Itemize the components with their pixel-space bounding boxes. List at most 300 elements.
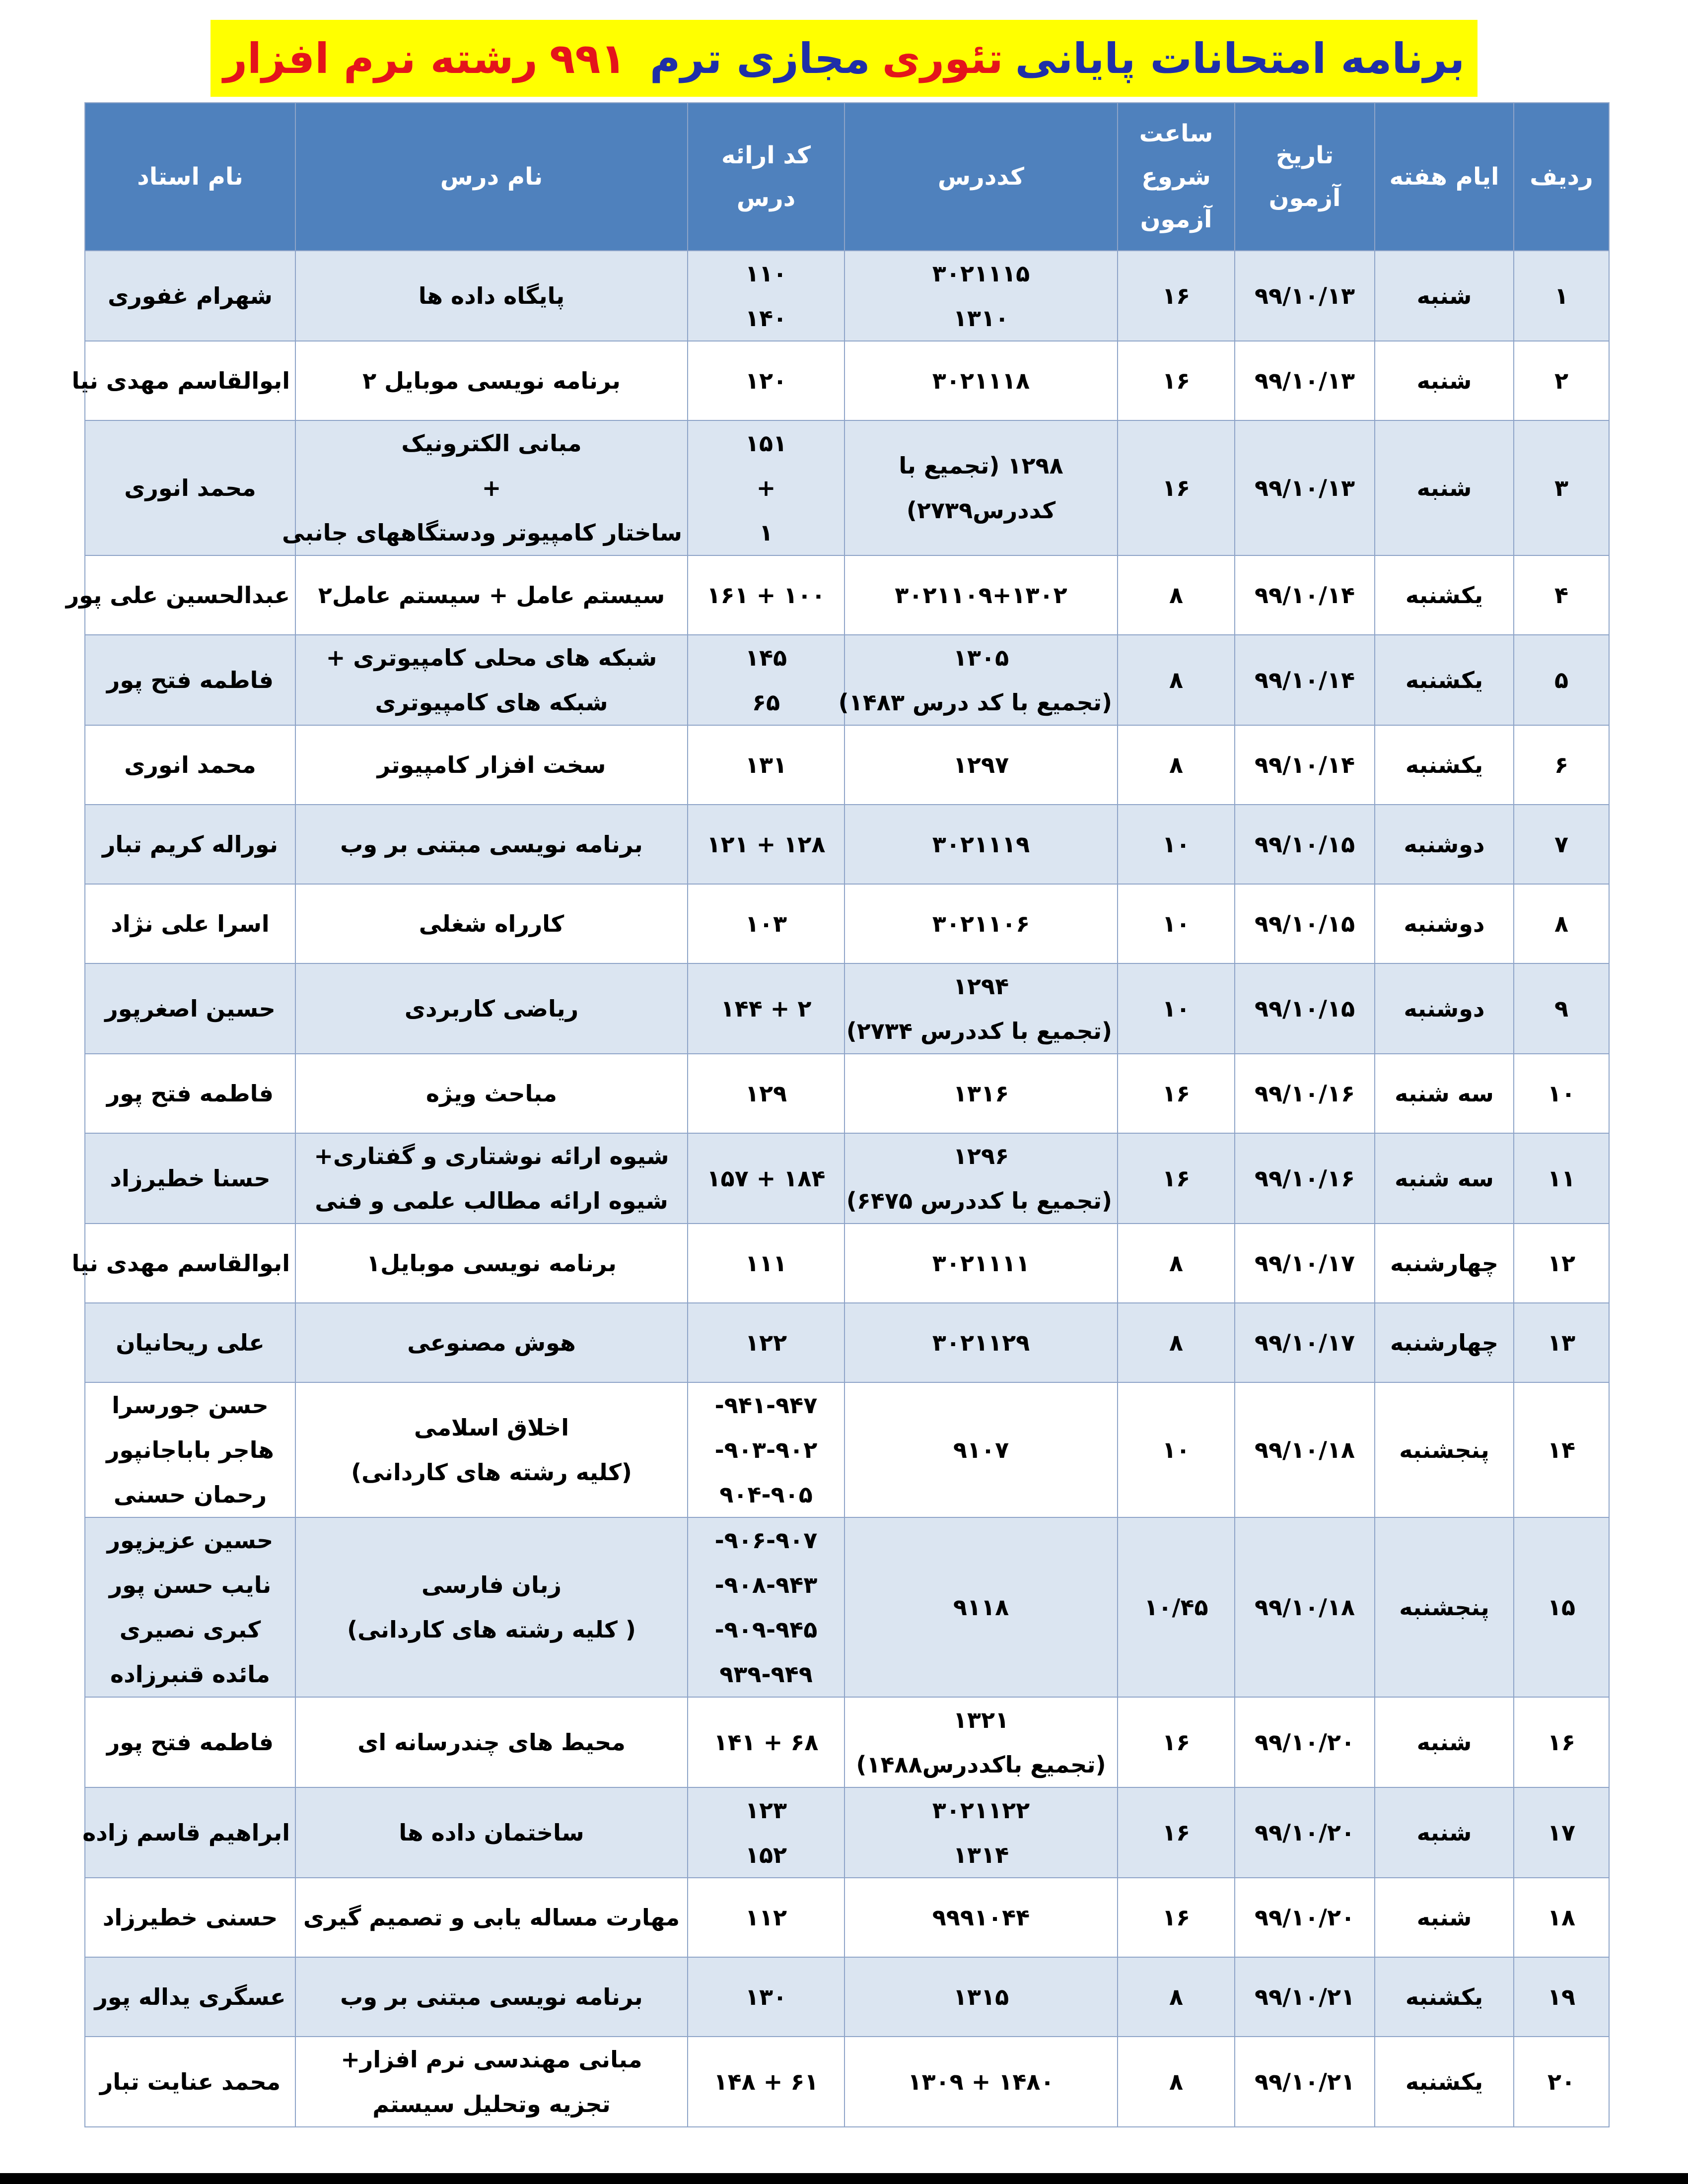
exam-date-cell: ۹۹/۱۰/۱۵ (1235, 805, 1375, 884)
start-time-cell: ۸ (1118, 2037, 1235, 2127)
start-time-cell: ۸ (1118, 1224, 1235, 1303)
offer-code-cell-line: ۹۳۹-۹۴۹ (719, 1661, 813, 1688)
offer-code-cell-line: ۱۱۰ (745, 260, 787, 287)
row-number-cell: ۱۷ (1514, 1787, 1609, 1878)
offer-code-cell-line: ۱۲۰ (745, 367, 787, 394)
course-name-cell (295, 1303, 688, 1382)
teacher-cell (85, 884, 295, 963)
teacher-cell (85, 1517, 295, 1697)
course-name-cell-line: اخلاق اسلامی (414, 1414, 569, 1441)
teacher-cell-line: عسگری یداله پور (94, 1983, 286, 2010)
row-number-cell: ۱۸ (1514, 1878, 1609, 1957)
course-name-cell (295, 1054, 688, 1133)
start-time-cell: ۱۶ (1118, 1697, 1235, 1787)
exam-date-cell: ۹۹/۱۰/۱۴ (1235, 725, 1375, 805)
offer-code-cell-line: ۶۵ (752, 689, 780, 716)
offer-code-cell-line: ۱۰۳ (745, 910, 787, 937)
table-row (85, 251, 1609, 341)
course-code-cell (844, 251, 1118, 341)
row-number-cell: ۶ (1514, 725, 1609, 805)
row-number-cell: ۱۱ (1514, 1133, 1609, 1224)
exam-date-cell: ۹۹/۱۰/۱۵ (1235, 963, 1375, 1054)
teacher-cell (85, 251, 295, 341)
offer-code-cell-line: ۱۲۳ (745, 1797, 787, 1824)
teacher-cell-line: فاطمه فتح پور (106, 667, 274, 693)
course-code-cell-line: ۳۰۲۱۱۲۲ (932, 1797, 1030, 1824)
course-code-cell-line: ۳۰۲۱۱۱۸ (932, 367, 1030, 394)
course-code-cell (844, 1517, 1118, 1697)
header-day: ایام هفته (1375, 103, 1514, 251)
course-name-cell-line: شبکه های کامپیوتری (375, 689, 608, 716)
exam-date-cell: ۹۹/۱۰/۲۰ (1235, 1697, 1375, 1787)
teacher-cell-line: نوراله کریم تبار (102, 831, 279, 858)
row-number-cell: ۳ (1514, 420, 1609, 555)
offer-code-cell-line: ۱۵۱ (745, 430, 787, 457)
teacher-cell-line: ابوالقاسم مهدی نیا (71, 1250, 290, 1277)
course-name-cell (295, 1697, 688, 1787)
course-name-cell (295, 1224, 688, 1303)
title-area (0, 20, 1688, 97)
course-code-cell-line: (تجمیع باکددرس۱۴۸۸) (856, 1751, 1106, 1778)
course-code-cell (844, 341, 1118, 420)
teacher-cell-line: حسین عزیزپور (107, 1527, 274, 1554)
exam-date-cell: ۹۹/۱۰/۲۱ (1235, 2037, 1375, 2127)
offer-code-cell-line: ۶۱ + ۱۴۸ (713, 2068, 819, 2095)
teacher-cell-line: حسین اصغرپور (105, 995, 276, 1022)
course-name-cell-line: سیستم عامل + سیستم عامل۲ (318, 582, 665, 609)
course-name-cell-line: کارراه شغلی (419, 910, 564, 937)
start-time-cell: ۱۶ (1118, 1878, 1235, 1957)
page-title (211, 20, 1478, 97)
offer-code-cell (688, 2037, 844, 2127)
header-start-time (1118, 103, 1235, 251)
offer-code-cell (688, 1224, 844, 1303)
course-code-cell-line: (تجمیع با کددرس ۲۷۳۴) (846, 1018, 1112, 1044)
header-time-line: ساعت (1139, 120, 1213, 148)
course-name-cell (295, 341, 688, 420)
course-name-cell-line: برنامه نویسی مبتنی بر وب (340, 1983, 643, 2010)
day-cell: دوشنبه (1375, 963, 1514, 1054)
course-code-cell (844, 420, 1118, 555)
course-code-cell-line: (تجمیع با کد درس ۱۴۸۳) (838, 689, 1112, 716)
day-cell: یکشنبه (1375, 725, 1514, 805)
start-time-cell: ۸ (1118, 1957, 1235, 2037)
table-row (85, 1697, 1609, 1787)
course-code-cell (844, 884, 1118, 963)
course-name-cell-line: ساختمان داده ها (399, 1819, 584, 1846)
table-row (85, 1054, 1609, 1133)
course-name-cell-line: هوش مصنوعی (407, 1329, 576, 1356)
course-code-cell-line: ۳۰۲۱۱۲۹ (932, 1329, 1030, 1356)
course-name-cell (295, 635, 688, 725)
teacher-cell (85, 1133, 295, 1224)
course-name-cell (295, 1517, 688, 1697)
teacher-cell (71, 1224, 295, 1303)
offer-code-cell (688, 1054, 844, 1133)
exam-date-cell: ۹۹/۱۰/۱۳ (1235, 251, 1375, 341)
teacher-cell-line: محمد انوری (124, 751, 256, 778)
day-cell: پنجشنبه (1375, 1517, 1514, 1697)
offer-code-cell-line: ۹۰۸-۹۴۳- (714, 1571, 818, 1598)
course-code-cell-line: ۱۳۱۰ (953, 305, 1009, 332)
course-name-cell (295, 1133, 688, 1224)
offer-code-cell-line: ۹۰۴-۹۰۵ (719, 1481, 813, 1508)
course-code-cell (844, 1133, 1118, 1224)
course-name-cell-line: شیوه ارائه نوشتاری و گفتاری+ (314, 1143, 669, 1169)
course-name-cell (295, 2037, 688, 2127)
offer-code-cell-line: ۱۲۸ + ۱۲۱ (706, 831, 826, 858)
teacher-cell-line: حسن جورسرا (112, 1392, 269, 1419)
exam-date-cell: ۹۹/۱۰/۱۷ (1235, 1303, 1375, 1382)
course-code-cell (844, 725, 1118, 805)
header-course-name: نام درس (295, 103, 688, 251)
header-course-code: کددرس (844, 103, 1118, 251)
day-cell: شنبه (1375, 1787, 1514, 1878)
offer-code-cell (688, 635, 844, 725)
day-cell: شنبه (1375, 420, 1514, 555)
row-number-cell: ۱۹ (1514, 1957, 1609, 2037)
offer-code-cell-line: ۱۴۵ (745, 644, 787, 671)
offer-code-cell-line: ۱۱۲ (745, 1904, 787, 1931)
day-cell: سه شنبه (1375, 1133, 1514, 1224)
day-cell: پنجشنبه (1375, 1382, 1514, 1517)
offer-code-cell-line: ۱۳۱ (745, 751, 787, 778)
course-name-cell (295, 1878, 688, 1957)
start-time-cell: ۱۰ (1118, 884, 1235, 963)
course-code-cell (844, 1224, 1118, 1303)
start-time-cell: ۱۶ (1118, 1787, 1235, 1878)
teacher-cell-line: حسنی خطیرزاد (102, 1904, 278, 1931)
offer-code-cell-line: ۱۲۹ (745, 1080, 787, 1107)
course-code-cell-line: ۱۲۹۷ (953, 751, 1009, 778)
exam-date-cell: ۹۹/۱۰/۱۵ (1235, 884, 1375, 963)
teacher-cell-line: اسرا علی نژاد (111, 910, 270, 937)
course-name-cell-line: برنامه نویسی موبایل۱ (366, 1250, 617, 1277)
offer-code-cell (688, 1303, 844, 1382)
offer-code-cell-line: ۲ + ۱۴۴ (720, 995, 812, 1022)
exam-schedule-table (66, 102, 1610, 2127)
table-row (85, 1878, 1609, 1957)
course-name-cell (295, 251, 688, 341)
offer-code-cell-line: ۱۲۲ (745, 1329, 787, 1356)
course-code-cell-line: ۹۹۹۱۰۴۴ (932, 1904, 1030, 1931)
bottom-strip (0, 2173, 1688, 2184)
header-offer-line: درس (736, 184, 796, 212)
course-code-cell-line: (تجمیع با کددرس ۶۴۷۵) (846, 1187, 1112, 1214)
offer-code-cell (688, 884, 844, 963)
course-name-cell-line: برنامه نویسی موبایل ۲ (362, 367, 621, 394)
course-name-cell-line: مبانی الکترونیک (401, 430, 582, 457)
title-part-1: برنامه امتحانات پایانی (1015, 34, 1465, 83)
teacher-cell-line: محمد انوری (124, 475, 256, 501)
start-time-cell: ۱۰ (1118, 805, 1235, 884)
teacher-cell (85, 2037, 295, 2127)
row-number-cell: ۱۶ (1514, 1697, 1609, 1787)
course-code-cell-line: ۱۳۱۵ (953, 1983, 1009, 2010)
row-number-cell: ۱۴ (1514, 1382, 1609, 1517)
offer-code-cell-line: ۱۵۲ (745, 1842, 787, 1868)
row-number-cell: ۹ (1514, 963, 1609, 1054)
table-row (85, 963, 1609, 1054)
course-name-cell (295, 1787, 688, 1878)
header-teacher: نام استاد (85, 103, 295, 251)
course-code-cell (838, 635, 1118, 725)
day-cell: چهارشنبه (1375, 1224, 1514, 1303)
start-time-cell: ۱۶ (1118, 420, 1235, 555)
table-row (85, 1224, 1609, 1303)
table-row (85, 555, 1609, 635)
teacher-cell-line: نایب حسن پور (109, 1571, 272, 1598)
course-name-cell-line: مهارت مساله یابی و تصمیم گیری (303, 1904, 680, 1931)
course-name-cell-line: شیوه ارائه مطالب علمی و فنی (315, 1187, 668, 1214)
title-part-2: تئوری (882, 34, 1003, 83)
offer-code-cell (688, 420, 844, 555)
row-number-cell: ۲ (1514, 341, 1609, 420)
header-date-line: تاریخ (1275, 141, 1334, 169)
teacher-cell (85, 1697, 295, 1787)
course-code-cell-line: ۹۱۰۷ (953, 1436, 1009, 1463)
header-time-line: آزمون (1140, 205, 1212, 234)
teacher-cell-line: عبدالحسین علی پور (66, 582, 290, 609)
course-code-cell-line: ۳۰۲۱۱۱۹ (932, 831, 1030, 858)
exam-date-cell: ۹۹/۱۰/۱۳ (1235, 420, 1375, 555)
table-row (85, 420, 1609, 555)
offer-code-cell (688, 805, 844, 884)
start-time-cell: ۱۶ (1118, 341, 1235, 420)
exam-date-cell: ۹۹/۱۰/۱۷ (1235, 1224, 1375, 1303)
offer-code-cell (688, 1878, 844, 1957)
offer-code-cell (688, 1957, 844, 2037)
teacher-cell-line: حسنا خطیرزاد (110, 1165, 271, 1192)
course-name-cell-line: ساختار کامپیوتر ودستگاههای جانبی (282, 519, 682, 546)
offer-code-cell-line: ۹۰۳-۹۰۲- (714, 1436, 818, 1463)
exam-date-cell: ۹۹/۱۰/۲۰ (1235, 1878, 1375, 1957)
course-code-cell (844, 1697, 1118, 1787)
teacher-cell (82, 1787, 295, 1878)
offer-code-cell-line: ۱۳۰ (745, 1983, 787, 2010)
offer-code-cell-line: ۱۸۴ + ۱۵۷ (706, 1165, 826, 1192)
course-code-cell-line: ۳۰۲۱۱۰۶ (932, 910, 1030, 937)
row-number-cell: ۸ (1514, 884, 1609, 963)
course-code-cell-line: ۳۰۲۱۱۰۹+۱۳۰۲ (895, 582, 1067, 609)
start-time-cell: ۸ (1118, 1303, 1235, 1382)
title-part-3: مجازی ترم (649, 34, 870, 83)
teacher-cell-line: کبری نصیری (119, 1616, 261, 1643)
header-time-line: شروع (1141, 162, 1211, 191)
course-code-cell (844, 555, 1118, 635)
teacher-cell-line: شهرام غفوری (108, 282, 273, 309)
offer-code-cell (688, 1697, 844, 1787)
course-name-cell-line: ( کلیه رشته های کاردانی) (347, 1616, 636, 1643)
offer-code-cell-line: ۶۸ + ۱۴۱ (713, 1729, 819, 1756)
teacher-cell (85, 635, 295, 725)
course-name-cell-line: (کلیه رشته های کاردانی) (351, 1459, 632, 1486)
course-name-cell-line: تجزیه وتحلیل سیستم (372, 2091, 611, 2117)
teacher-cell (85, 1878, 295, 1957)
table-row (85, 1787, 1609, 1878)
course-code-cell (844, 1957, 1118, 2037)
header-row (85, 103, 1609, 251)
course-code-cell (844, 963, 1118, 1054)
day-cell: شنبه (1375, 251, 1514, 341)
offer-code-cell-line: ۱۱۱ (745, 1250, 787, 1277)
course-name-cell-line: برنامه نویسی مبتنی بر وب (340, 831, 643, 858)
table-row (85, 1957, 1609, 2037)
teacher-cell-line: مائده قنبرزاده (110, 1661, 271, 1688)
course-name-cell (282, 420, 688, 555)
table-row (85, 725, 1609, 805)
exam-date-cell: ۹۹/۱۰/۱۶ (1235, 1133, 1375, 1224)
day-cell: شنبه (1375, 1878, 1514, 1957)
row-number-cell: ۱۲ (1514, 1224, 1609, 1303)
exam-date-cell: ۹۹/۱۰/۱۸ (1235, 1382, 1375, 1517)
teacher-cell (85, 725, 295, 805)
course-code-cell-line: ۳۰۲۱۱۱۱ (932, 1250, 1030, 1277)
table-row (85, 2037, 1609, 2127)
table-body (66, 251, 1609, 2127)
course-code-cell (844, 1382, 1118, 1517)
exam-date-cell: ۹۹/۱۰/۱۳ (1235, 341, 1375, 420)
teacher-cell (85, 1303, 295, 1382)
title-part-5: رشته نرم افزار (223, 34, 538, 83)
row-number-cell: ۱۰ (1514, 1054, 1609, 1133)
course-name-cell (295, 884, 688, 963)
course-name-cell (295, 1957, 688, 2037)
course-code-cell-line: ۱۲۹۴ (953, 973, 1009, 1000)
course-code-cell-line: ۱۳۰۵ (953, 644, 1009, 671)
row-number-cell: ۷ (1514, 805, 1609, 884)
day-cell: یکشنبه (1375, 2037, 1514, 2127)
offer-code-cell-line: ۹۰۹-۹۴۵- (714, 1616, 818, 1643)
teacher-cell-line: رحمان حسنی (113, 1481, 267, 1508)
course-name-cell (295, 555, 688, 635)
teacher-cell (85, 963, 295, 1054)
course-name-cell (295, 963, 688, 1054)
table-row (85, 1382, 1609, 1517)
teacher-cell (71, 341, 295, 420)
course-code-cell-line: ۱۲۹۸ (تجمیع با (899, 452, 1063, 479)
offer-code-cell (688, 1382, 844, 1517)
exam-date-cell: ۹۹/۱۰/۱۴ (1235, 555, 1375, 635)
day-cell: یکشنبه (1375, 635, 1514, 725)
offer-code-cell (688, 963, 844, 1054)
row-number-cell: ۵ (1514, 635, 1609, 725)
start-time-cell: ۱۶ (1118, 1133, 1235, 1224)
offer-code-cell (688, 725, 844, 805)
row-number-cell: ۱۵ (1514, 1517, 1609, 1697)
start-time-cell: ۸ (1118, 555, 1235, 635)
header-offer-line: کد ارائه (721, 141, 811, 169)
header-offer-code (688, 103, 844, 251)
day-cell: شنبه (1375, 1697, 1514, 1787)
course-code-cell-line: ۱۴۸۰ + ۱۳۰۹ (908, 2068, 1055, 2095)
exam-date-cell: ۹۹/۱۰/۱۴ (1235, 635, 1375, 725)
row-number-cell: ۱۳ (1514, 1303, 1609, 1382)
day-cell: یکشنبه (1375, 555, 1514, 635)
offer-code-cell-line: ۱۰۰ + ۱۶۱ (706, 582, 826, 609)
course-name-cell-line: زبان فارسی (422, 1571, 562, 1598)
start-time-cell: ۸ (1118, 635, 1235, 725)
course-name-cell-line: + (482, 475, 501, 501)
offer-code-cell-line: ۱ (759, 519, 774, 546)
course-name-cell (295, 725, 688, 805)
row-number-cell: ۱ (1514, 251, 1609, 341)
table-row (85, 1133, 1609, 1224)
course-name-cell-line: مباحث ویژه (425, 1080, 558, 1107)
offer-code-cell (688, 341, 844, 420)
day-cell: سه شنبه (1375, 1054, 1514, 1133)
course-code-cell-line: ۱۲۹۶ (953, 1143, 1009, 1169)
start-time-cell: ۱۰ (1118, 963, 1235, 1054)
teacher-cell-line: فاطمه فتح پور (106, 1080, 274, 1107)
course-code-cell-line: ۹۱۱۸ (953, 1594, 1009, 1621)
course-code-cell (844, 805, 1118, 884)
offer-code-cell-line: ۹۴۱-۹۴۷- (714, 1392, 818, 1419)
course-name-cell-line: ریاضی کاربردی (404, 995, 579, 1022)
exam-date-cell: ۹۹/۱۰/۲۰ (1235, 1787, 1375, 1878)
table-row (85, 1517, 1609, 1697)
table-row (85, 341, 1609, 420)
start-time-cell: ۱۶ (1118, 1054, 1235, 1133)
row-number-cell: ۲۰ (1514, 2037, 1609, 2127)
exam-date-cell: ۹۹/۱۰/۱۶ (1235, 1054, 1375, 1133)
day-cell: دوشنبه (1375, 884, 1514, 963)
teacher-cell-line: محمد عنایت تبار (99, 2068, 281, 2095)
start-time-cell: ۱۶ (1118, 251, 1235, 341)
exam-date-cell: ۹۹/۱۰/۱۸ (1235, 1517, 1375, 1697)
title-part-4: ۹۹۱ (549, 34, 626, 83)
teacher-cell (85, 805, 295, 884)
header-date (1235, 103, 1375, 251)
offer-code-cell (688, 555, 844, 635)
teacher-cell (85, 1054, 295, 1133)
teacher-cell-line: ابراهیم قاسم زاده (82, 1819, 290, 1846)
exam-date-cell: ۹۹/۱۰/۲۱ (1235, 1957, 1375, 2037)
teacher-cell-line: هاجر باباجانپور (106, 1436, 274, 1463)
course-code-cell-line: ۱۳۱۴ (953, 1842, 1009, 1868)
course-name-cell-line: شبکه های محلی کامپیوتری + (326, 644, 657, 671)
course-code-cell (844, 2037, 1118, 2127)
course-code-cell-line: ۳۰۲۱۱۱۵ (932, 260, 1030, 287)
teacher-cell-line: ابوالقاسم مهدی نیا (71, 367, 290, 394)
offer-code-cell (688, 1517, 844, 1697)
offer-code-cell (688, 251, 844, 341)
course-code-cell (844, 1878, 1118, 1957)
teacher-cell (66, 555, 295, 635)
start-time-cell: ۸ (1118, 725, 1235, 805)
offer-code-cell-line: + (756, 475, 776, 501)
offer-code-cell-line: ۹۰۶-۹۰۷- (714, 1527, 818, 1554)
course-code-cell (844, 1787, 1118, 1878)
day-cell: یکشنبه (1375, 1957, 1514, 2037)
header-row-number: ردیف (1514, 103, 1609, 251)
course-code-cell-line: کددرس۲۷۳۹) (906, 497, 1056, 524)
course-name-cell-line: مبانی مهندسی نرم افزار+ (341, 2046, 642, 2073)
table-row (85, 635, 1609, 725)
offer-code-cell-line: ۱۴۰ (745, 305, 787, 332)
teacher-cell (85, 1957, 295, 2037)
day-cell: دوشنبه (1375, 805, 1514, 884)
course-name-cell (295, 805, 688, 884)
start-time-cell: ۱۰/۴۵ (1118, 1517, 1235, 1697)
teacher-cell-line: علی ریحانیان (116, 1329, 265, 1356)
day-cell: شنبه (1375, 341, 1514, 420)
teacher-cell (85, 1382, 295, 1517)
start-time-cell: ۱۰ (1118, 1382, 1235, 1517)
table-row (85, 1303, 1609, 1382)
row-number-cell: ۴ (1514, 555, 1609, 635)
course-code-cell (844, 1054, 1118, 1133)
